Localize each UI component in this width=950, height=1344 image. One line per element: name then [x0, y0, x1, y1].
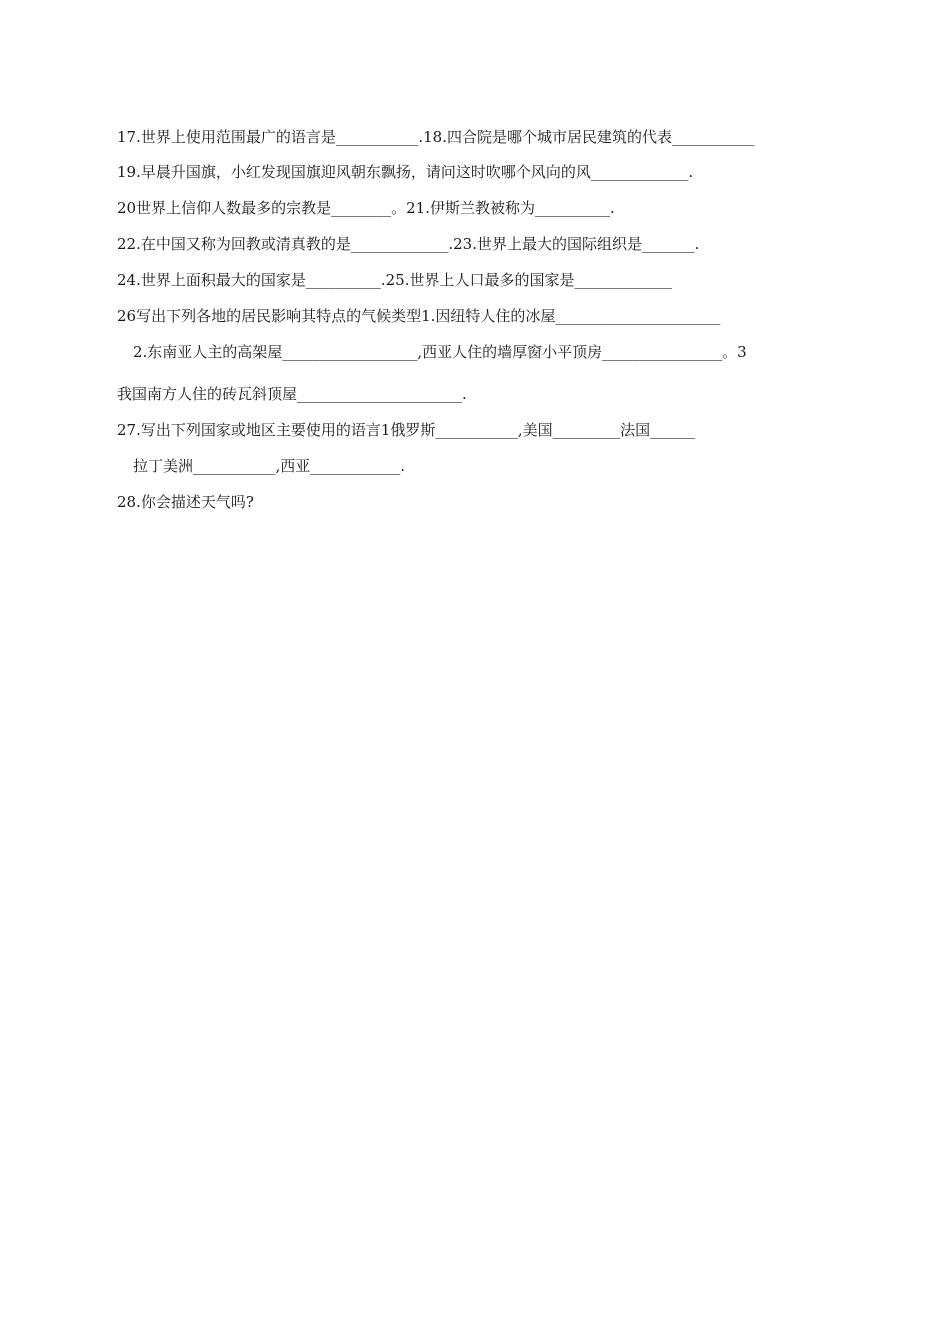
question-26-part-1: 26写出下列各地的居民影响其特点的气候类型1.因纽特人住的冰屋______________________ — [117, 307, 721, 325]
question-28: 28.你会描述天气吗? — [117, 493, 254, 511]
question-24-25: 24.世界上面积最大的国家是__________.25.世界上人口最多的国家是_____________ — [117, 271, 672, 289]
question-19: 19.早晨升国旗，小红发现国旗迎风朝东飘扬，请问这时吹哪个风向的风_____________. — [117, 163, 694, 181]
question-26-part-3: 我国南方人住的砖瓦斜顶屋______________________. — [117, 385, 467, 403]
question-27-part-2: 拉丁美洲___________,西亚____________. — [133, 457, 406, 475]
question-22-23: 22.在中国又称为回教或清真教的是_____________.23.世界上最大的国际组织是_______. — [117, 235, 700, 253]
question-20-21: 20世界上信仰人数最多的宗教是________。21.伊斯兰教被称为__________. — [117, 199, 615, 217]
question-26-part-2: 2.东南亚人主的高架屋__________________,西亚人住的墙厚窗小平顶房________________。3 — [133, 343, 747, 361]
question-17-18: 17.世界上使用范围最广的语言是___________.18.四合院是哪个城市居民建筑的代表___________ — [117, 128, 755, 146]
question-27-part-1: 27.写出下列国家或地区主要使用的语言1俄罗斯___________,美国_________法国______ — [117, 421, 696, 439]
